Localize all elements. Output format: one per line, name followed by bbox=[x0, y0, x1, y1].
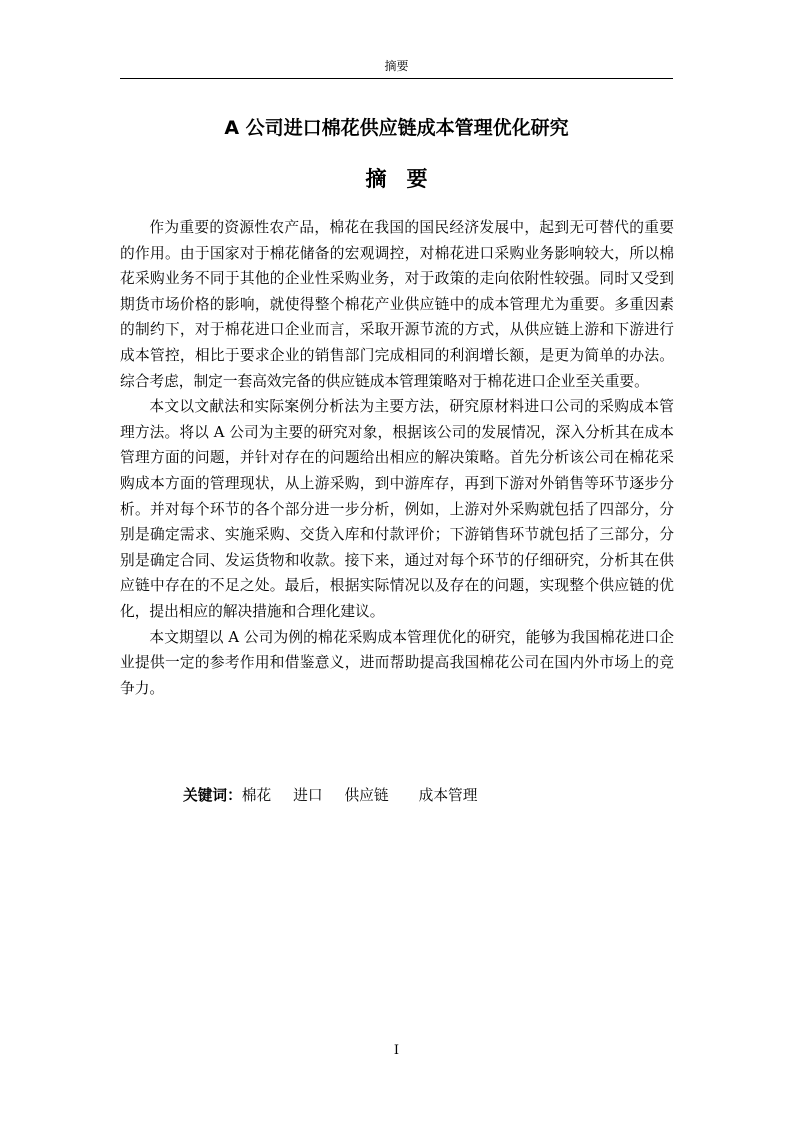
keyword-item: 进口 bbox=[293, 787, 323, 804]
header-rule bbox=[120, 78, 673, 79]
running-header: 摘要 bbox=[384, 59, 409, 73]
page-number: I bbox=[393, 1043, 400, 1058]
keywords-line bbox=[183, 784, 477, 808]
keyword-item: 成本管理 bbox=[418, 787, 478, 804]
abstract-heading: 摘要 bbox=[365, 167, 448, 191]
abstract-paragraph-1: 作为重要的资源性农产品，棉花在我国的国民经济发展中，起到无可替代的重要的作用。由于国家对于棉花储备的宏观调控，对棉花进口采购业务影响较大，所以棉花采购业务不同于其他的企业性采购业务，对于政策的走向依附性较强。同时又受到期货市场价格的影响，就使得整个棉花产业供应链中的成本管理尤为重要。多重因素的制约下，对于棉花进口企业而言，采取开源节流的方式，从供应链上游和下游进行成本管控，相比于要求企业的销售部门完成相同的利润增长额，是更为简单的办法。综合考虑，制定一套高效完备的供应链成本管理策略对于棉花进口企业至关重要。 bbox=[120, 219, 674, 390]
document-title: A 公司进口棉花供应链成本管理优化研究 bbox=[224, 117, 569, 139]
abstract-body bbox=[120, 215, 674, 701]
keyword-item: 供应链 bbox=[344, 787, 389, 804]
keyword-item: 棉花 bbox=[241, 787, 272, 804]
keywords-label: 关键词： bbox=[183, 787, 242, 804]
abstract-paragraph-2: 本文以文献法和实际案例分析法为主要方法，研究原材料进口公司的采购成本管理方法。将以 A 公司为主要的研究对象，根据该公司的发展情况，深入分析其在成本管理方面的问题，并针对存在的问题给出相应的解决策略。首先分析该公司在棉花采购成本方面的管理现状，从上游采购，到中游库存，再到下游对外销售等环节逐步分析。并对每个环节的各个部分进一步分析，例如，上游对外采购就包括了四部分，分别是确定需求、实施采购、交货入库和付款评价；下游销售环节就包括了三部分，分别是确定合同、发运货物和收款。接下来，通过对每个环节的仔细研究，分析其在供应链中存在的不足之处。最后，根据实际情况以及存在的问题，实现整个供应链的优化，提出相应的解决措施和合理化建议。 bbox=[120, 398, 674, 620]
abstract-paragraph-3: 本文期望以 A 公司为例的棉花采购成本管理优化的研究，能够为我国棉花进口企业提供一定的参考作用和借鉴意义，进而帮助提高我国棉花公司在国内外市场上的竞争力。 bbox=[120, 628, 674, 697]
